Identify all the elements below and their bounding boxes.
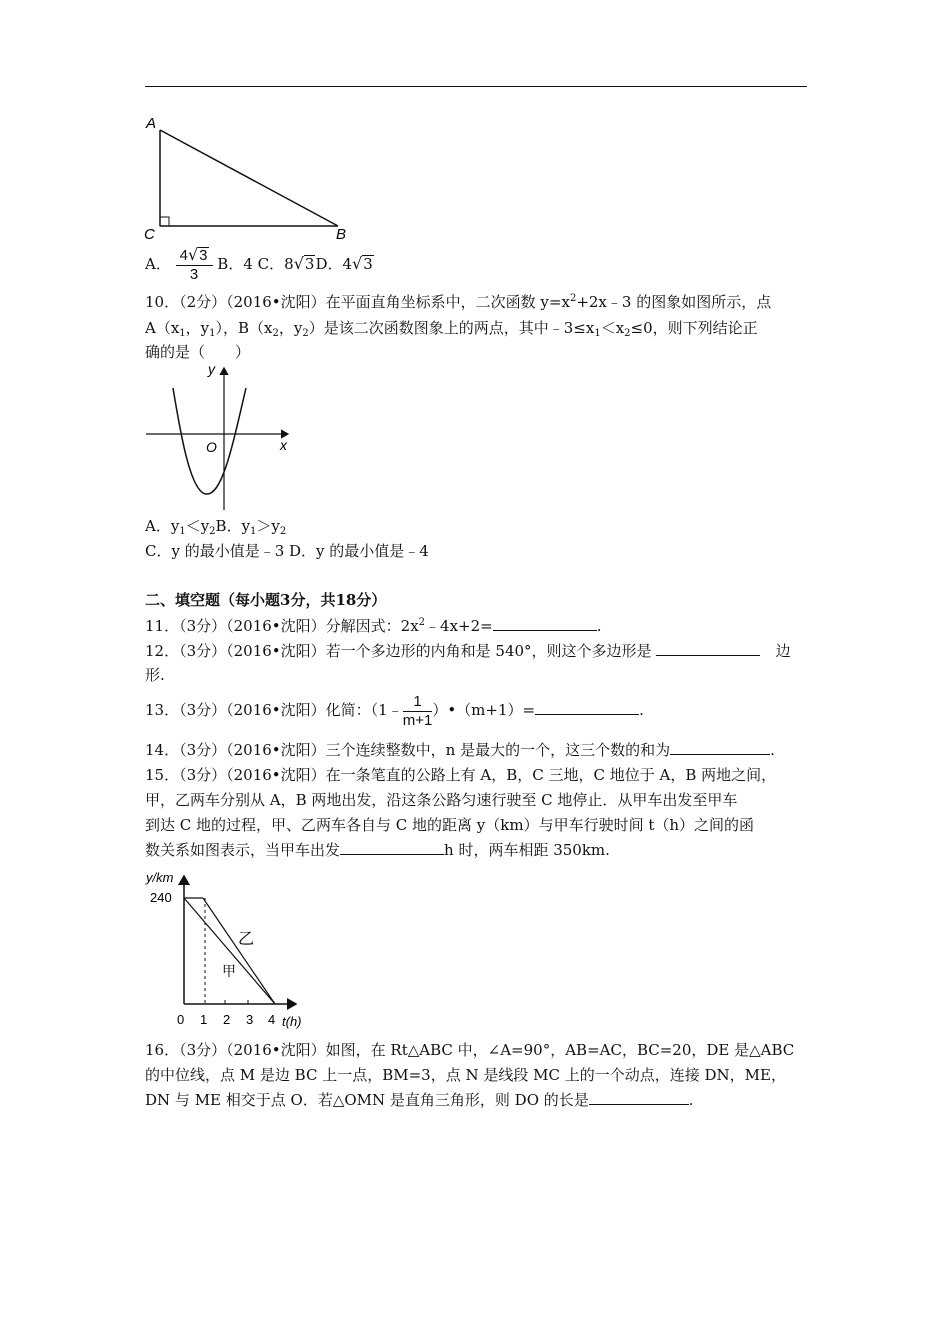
- q15-line-4: 数关系如图表示，当甲车出发 h 时，两车相距 350km.: [145, 841, 610, 859]
- q16-line-2: 的中位线，点 M 是边 BC 上一点，BM=3，点 N 是线段 MC 上的一个动点，连接 DN，ME，: [145, 1066, 786, 1084]
- q15-x-tick-0: 0: [177, 1012, 185, 1027]
- q15-y-tick-240: 240: [150, 890, 172, 905]
- q15-x-tick-3: 3: [246, 1012, 254, 1027]
- q11: 11．（3分）（2016•沈阳）分解因式：$2x^2﹣4x+2=$ .: [145, 617, 602, 635]
- q9-option-a-label: A．: [145, 255, 171, 273]
- q13-answer-blank[interactable]: [535, 700, 639, 715]
- q9-options: A． $\frac{4√3}{3}$ B．4 C．8√3D．4√3: [145, 245, 373, 283]
- q15-line-2: 甲，乙两车分别从 A，B 两地出发，沿这条公路匀速行驶至 C 地停止．从甲车出发至甲车: [145, 791, 738, 809]
- q14: 14．（3分）（2016•沈阳）三个连续整数中，n 是最大的一个，这三个数的和为 .: [145, 741, 775, 759]
- q16-line-3: DN 与 ME 相交于点 O．若△OMN 是直角三角形，则 DO 的长是 .: [145, 1091, 694, 1109]
- q12-line-2: 形.: [145, 666, 165, 684]
- q13-fraction: $\frac{1}{m+1}$: [402, 692, 433, 729]
- q12-line-1: 12．（3分）（2016•沈阳）若一个多边形的内角和是 540°，则这个多边形是 边: [145, 642, 791, 660]
- q12-answer-blank[interactable]: [656, 641, 760, 656]
- q15-label-yi: 乙: [238, 931, 255, 948]
- q10-line-2: $A(x_1$，$y_1$），$B(x_2$，$y_2$）是该二次函数图象上的两点，其中$﹣3\le x_1<x_2\le 0$，则下列结论正: [145, 319, 758, 339]
- q9-option-c: C．8: [257, 255, 294, 273]
- section-2-heading: 二、填空题（每小题3分，共18分）: [145, 591, 387, 609]
- q9-label-c: C: [144, 226, 155, 243]
- q10-parabola-figure: [140, 360, 300, 520]
- q15-line-3: 到达 C 地的过程，甲、乙两车各自与 C 地的距离 y（km）与甲车行驶时间 t（h）之间的函: [145, 816, 755, 834]
- q9-triangle-figure: [140, 112, 360, 244]
- q10-line-3: 确的是（ ）: [145, 343, 251, 361]
- q15-y-axis-label: y/km: [146, 870, 174, 885]
- q10-options-1: A．$y_1<y_2B$．$y_1>y_2$: [145, 517, 287, 537]
- q15-answer-blank[interactable]: [340, 840, 444, 855]
- q9-option-d: D．4: [315, 255, 353, 273]
- header-rule: [145, 86, 807, 87]
- q15-x-tick-4: 4: [268, 1012, 276, 1027]
- q15-x-axis-label: t(h): [282, 1014, 302, 1029]
- q10-origin: O: [206, 439, 217, 455]
- q9-option-b: B．4: [217, 255, 253, 273]
- q9-label-b: B: [336, 226, 347, 243]
- q10-axis-x: x: [280, 437, 287, 453]
- q15-line-1: 15．（3分）（2016•沈阳）在一条笔直的公路上有 A，B，C 三地，C 地位于 A，B 两地之间，: [145, 766, 777, 784]
- q16-answer-blank[interactable]: [589, 1090, 689, 1105]
- q15-graph-figure: [140, 866, 320, 1032]
- q16-line-1: 16．（3分）（2016•沈阳）如图，在 Rt△ABC 中，∠A=90°，AB=AC，BC=20，DE 是△ABC: [145, 1041, 795, 1059]
- q13: 13．（3分）（2016•沈阳）化简：（1﹣ $\frac{1}{m+1}$ ）•（m+1）= .: [145, 692, 644, 729]
- q14-answer-blank[interactable]: [670, 740, 770, 755]
- q10-axis-y: y: [208, 361, 215, 377]
- q10-line-1: 10．（2分）（2016•沈阳）在平面直角坐标系中，二次函数 $y=x^2+2x﹣3$ 的图象如图所示，点: [145, 293, 772, 311]
- q15-x-tick-1: 1: [200, 1012, 208, 1027]
- q10-options-2: C．y 的最小值是﹣3 D．y 的最小值是﹣4: [145, 542, 429, 560]
- q15-x-tick-2: 2: [223, 1012, 231, 1027]
- q11-answer-blank[interactable]: [493, 616, 597, 631]
- q9-label-a: A: [146, 115, 157, 132]
- q15-label-jia: 甲: [222, 963, 236, 979]
- q9-option-a-fraction: $\frac{4√3}{3}$: [176, 246, 213, 284]
